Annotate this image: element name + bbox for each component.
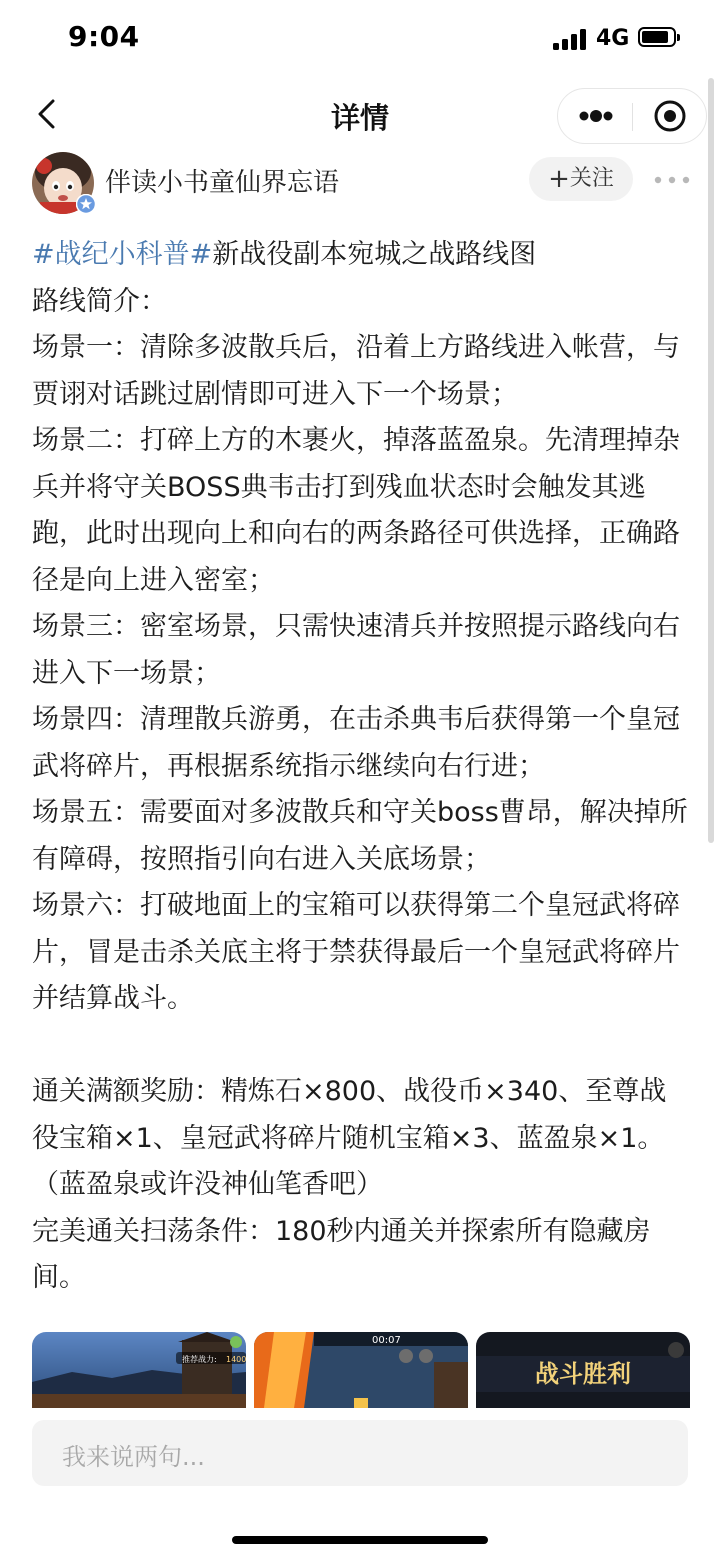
follow-label: 关注 xyxy=(569,166,614,191)
battle-timer: 00:07 xyxy=(372,1335,401,1346)
post-content xyxy=(32,232,692,1302)
game-screenshot-image xyxy=(476,1332,690,1408)
plus-icon: + xyxy=(548,164,570,194)
network-label: 4G xyxy=(596,26,630,51)
post-title: 新战役副本宛城之战路线图 xyxy=(212,239,537,270)
more-button[interactable] xyxy=(558,89,632,143)
paragraph: 场景六：打破地面上的宝箱可以获得第二个皇冠武将碎片，冒是击杀关底主将于禁获得最后一个皇冠武将碎片并结算战斗。 xyxy=(32,890,680,1014)
status-bar xyxy=(0,0,720,78)
home-indicator[interactable] xyxy=(232,1536,488,1544)
paragraph: 场景三：密室场景，只需快速清兵并按照提示路线向右进入下一场景； xyxy=(32,611,680,689)
battery-level xyxy=(642,31,668,43)
scrollbar[interactable] xyxy=(708,78,714,843)
more-dots-icon xyxy=(558,89,632,143)
game-screenshot-image xyxy=(254,1332,468,1408)
post-more-button[interactable] xyxy=(652,162,692,198)
close-button[interactable] xyxy=(633,89,707,143)
paragraph: 场景二：打碎上方的木裹火，掉落蓝盈泉。先清理掉杂兵并将守关BOSS典韦击打到残血状态时会触发其逃跑，此时出现向上和向右的两条路径可供选择，正确路径是向上进入密室； xyxy=(32,425,680,596)
author-name[interactable]: 伴读小书童仙界忘语 xyxy=(105,168,340,198)
image-gallery xyxy=(32,1332,690,1408)
comment-bar xyxy=(0,1408,720,1558)
mini-program-capsule xyxy=(557,88,707,144)
paragraph: 场景五：需要面对多波散兵和守关boss曹昂，解决掉所有障碍，按照指引向右进入关底场景； xyxy=(32,797,688,875)
paragraph: 场景四：清理散兵游勇，在击杀典韦后获得第一个皇冠武将碎片，再根据系统指示继续向右行进； xyxy=(32,704,680,782)
game-screenshot-3[interactable] xyxy=(476,1332,690,1408)
comment-placeholder: 我来说两句... xyxy=(62,1443,205,1471)
page-title: 详情 xyxy=(330,101,389,135)
target-icon xyxy=(633,89,707,143)
recommend-power-value: 1400 xyxy=(226,1355,246,1364)
follow-button[interactable] xyxy=(529,157,633,201)
status-time: 9:04 xyxy=(68,20,140,53)
perfect-clear-paragraph: 完美通关扫荡条件：180秒内通关并探索所有隐藏房间。 xyxy=(32,1215,651,1293)
battery-icon xyxy=(638,27,676,47)
post-title-line xyxy=(32,232,692,279)
recommend-power-label: 推荐战力: xyxy=(182,1355,217,1364)
signal-icon xyxy=(553,28,589,50)
avatar[interactable] xyxy=(32,152,94,214)
game-screenshot-1[interactable] xyxy=(32,1332,246,1408)
paragraph: 场景一：清除多波散兵后，沿着上方路线进入帐营，与贾诩对话跳过剧情即可进入下一个场景； xyxy=(32,332,680,410)
nav-bar xyxy=(0,78,720,150)
comment-input[interactable] xyxy=(32,1420,688,1486)
victory-banner: 战斗胜利 xyxy=(535,1359,631,1388)
author-row xyxy=(0,150,720,214)
rewards-paragraph: 通关满额奖励：精炼石×800、战役币×340、至尊战役宝箱×1、皇冠武将碎片随机宝箱×3、蓝盈泉×1。（蓝盈泉或许没神仙笔香吧） xyxy=(32,1076,667,1200)
game-screenshot-image xyxy=(32,1332,246,1408)
star-badge-icon xyxy=(76,194,96,214)
paragraph: 路线简介： xyxy=(32,285,167,317)
spacer xyxy=(32,1023,692,1070)
game-screenshot-2[interactable] xyxy=(254,1332,468,1408)
hashtag-link[interactable]: #战纪小科普# xyxy=(32,239,213,270)
more-horizontal-icon xyxy=(652,162,692,198)
